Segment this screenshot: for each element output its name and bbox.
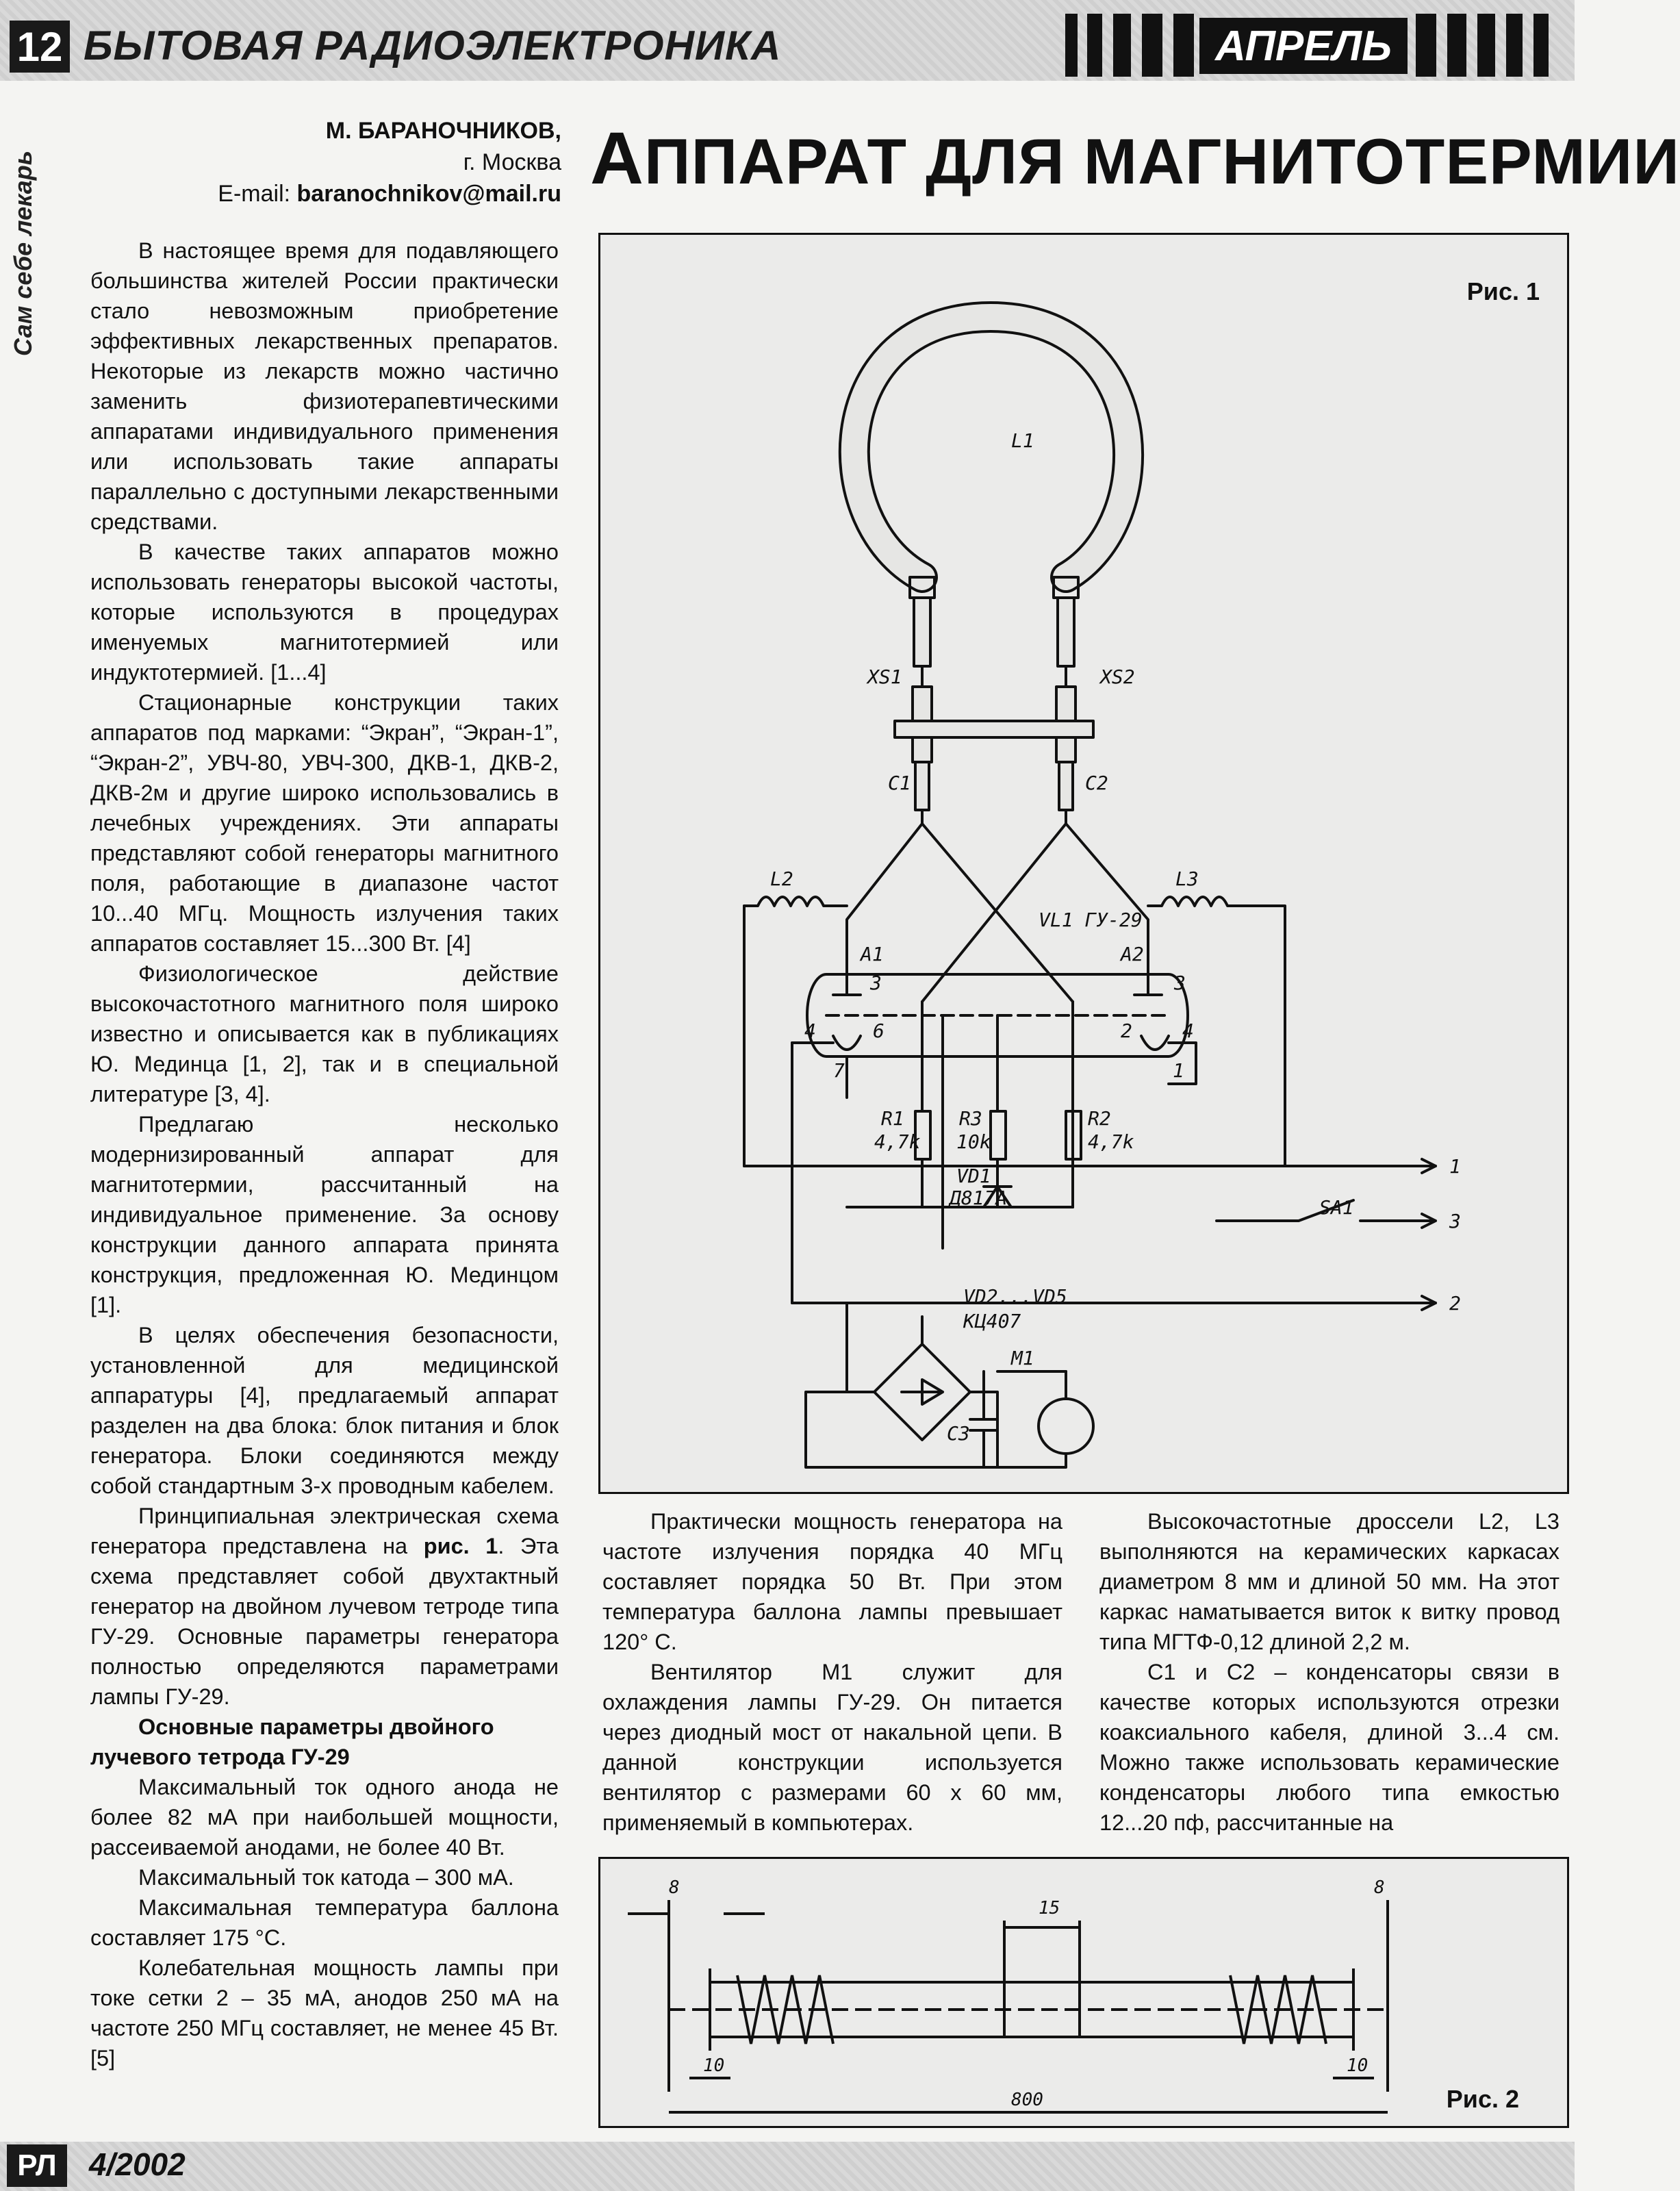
email-label: E-mail:: [218, 181, 291, 207]
author-email[interactable]: baranochnikov@mail.ru: [296, 181, 561, 207]
author-name: М. БАРАНОЧНИКОВ,: [325, 118, 561, 144]
label-R1: R1: [881, 1107, 904, 1130]
label-pin3b: 3: [1174, 972, 1186, 994]
paragraph: Максимальный ток катода – 300 мА.: [138, 1865, 514, 1890]
column-2: [602, 1506, 1062, 1838]
dim-10-left: 10: [703, 2055, 725, 2076]
label-out2: 2: [1449, 1292, 1461, 1315]
label-R2: R2: [1088, 1107, 1111, 1130]
label-VL1: VL1 ГУ-29: [1039, 909, 1143, 931]
dim-8-left: 8: [669, 1877, 680, 1898]
footer-brand: РЛ: [7, 2144, 67, 2187]
paragraph: Колебательная мощность лампы при токе сетки 2 – 35 мА, анодов 250 мА на частоте 250 МГц составляет, не менее 45 Вт. [5]: [90, 1955, 559, 2070]
label-VD2-VD5: VD2...VD5: [963, 1285, 1067, 1308]
paragraph: Стационарные конструкции таких аппаратов под марками: “Экран”, “Экран-1”, “Экран-2”, УВЧ-80, УВЧ-300, ДКВ-1, ДКВ-2, ДКВ-2м и другие широко использовались в лечебных учреждениях. Эти аппараты представляют собой генераторы магнитного поля, работающие в диапазоне частот 10...40 МГц. Мощность излучения таких аппаратов составляет 15...300 Вт. [4]: [90, 690, 559, 956]
label-out3: 3: [1449, 1210, 1461, 1232]
paragraph: Максимальная температура баллона составляет 175 °С.: [90, 1895, 559, 1950]
label-C2: C2: [1085, 772, 1108, 794]
label-pin1: 1: [1173, 1059, 1184, 1082]
label-pin7: 7: [833, 1059, 845, 1082]
schematic-drawing: [600, 235, 1567, 1492]
paragraph: Вентилятор М1 служит для охлаждения лампы ГУ-29. Он питается через диодный мост от накальной цепи. В данной конструкции используется вентилятор с размерами 60 х 60 мм, применяемый в компьютерах.: [602, 1660, 1062, 1835]
label-XS2: XS2: [1100, 666, 1135, 688]
paragraph: Практически мощность генератора на частоте излучения порядка 40 МГц составляет порядка 50 Вт. При этом температура баллона лампы превышает 120° С.: [602, 1509, 1062, 1654]
inductor-drawing: [600, 1859, 1567, 2126]
label-VD1: VD1: [956, 1165, 991, 1187]
label-R3: R3: [959, 1107, 982, 1130]
label-C3: C3: [947, 1422, 970, 1445]
subheading: Основные параметры двойного лучевого тетрода ГУ-29: [90, 1714, 494, 1769]
label-A1: A1: [861, 943, 884, 965]
page-number: 12: [10, 21, 70, 73]
dim-800: 800: [1011, 2090, 1043, 2110]
figure-1-schematic: [598, 233, 1569, 1494]
paragraph: В настоящее время для подавляющего большинства жителей России практически стало невозможным приобретение эффективных лекарственных препаратов. Некоторые из лекарств можно частично заменить физиотерапевтическими аппаратами индивидуального применения или использовать такие аппараты параллельно с доступными лекарственными средствами.: [90, 238, 559, 534]
paragraph: С1 и С2 – конденсаторы связи в качестве которых используются отрезки коаксиального кабеля, длиной 3...4 см. Можно также использовать керамические конденсаторы любого типа емкостью 12...20 пф, рассчитанные на: [1099, 1660, 1560, 1835]
label-pin4b: 4: [1182, 1019, 1194, 1042]
label-SA1: SA1: [1319, 1196, 1354, 1219]
label-L1: L1: [1011, 429, 1034, 452]
label-pin4a: 4: [804, 1019, 816, 1042]
label-L3: L3: [1175, 867, 1199, 890]
label-pin2: 2: [1121, 1019, 1132, 1042]
label-XS1: XS1: [867, 666, 902, 688]
label-R3-value: 10k: [956, 1130, 991, 1153]
section-rubric: БЫТОВАЯ РАДИОЭЛЕКТРОНИКА: [84, 23, 782, 68]
paragraph: Предлагаю несколько модернизированный аппарат для магнитотермии, рассчитанный на индивидуальное применение. За основу конструкции данного аппарата принята конструкция, предложенная Ю. Мединцом [1].: [90, 1112, 559, 1317]
label-VD2-type: КЦ407: [963, 1310, 1021, 1332]
footer-band: [0, 2142, 1575, 2191]
figure-1-caption: Рис. 1: [1466, 277, 1540, 305]
paragraph-schematic: Принципиальная электрическая схема генератора представлена на рис. 1. Эта схема представляет собой двухтактный генератор на двойном лучевом тетроде типа ГУ-29. Основные параметры генератора полностью определяются параметрами лампы ГУ-29.: [90, 1504, 559, 1709]
dim-8-right: 8: [1374, 1877, 1385, 1898]
side-rubric: Сам себе лекарь: [9, 150, 37, 357]
figure-reference: рис. 1: [423, 1534, 498, 1558]
author-block: [205, 115, 561, 210]
label-pin6: 6: [873, 1019, 884, 1042]
label-VD1-type: Д817А: [950, 1187, 1008, 1209]
label-out1: 1: [1449, 1155, 1461, 1178]
label-pin3a: 3: [870, 972, 882, 994]
label-M1: M1: [1011, 1347, 1034, 1369]
label-R1-value: 4,7k: [874, 1130, 921, 1153]
author-city: г. Москва: [463, 149, 561, 175]
paragraph: В целях обеспечения безопасности, установленной для медицинской аппаратуры [4], предлагаемый аппарат разделен на два блока: блок питания и блок генератора. Блоки соединяются между собой стандартным 3-х проводным кабелем.: [90, 1323, 559, 1498]
figure-2-drawing: [598, 1857, 1569, 2128]
decorative-bars-left: [1060, 14, 1197, 77]
label-A2: A2: [1121, 943, 1144, 965]
column-3: [1099, 1506, 1560, 1838]
paragraph: Максимальный ток одного анода не более 82 мА при наибольшей мощности, рассеиваемой анодами, не более 40 Вт.: [90, 1775, 559, 1860]
label-R2-value: 4,7k: [1088, 1130, 1134, 1153]
paragraph: Физиологическое действие высокочастотного магнитного поля широко известно и описывается как в публикациях Ю. Мединца [1, 2], так и в специальной литературе [3, 4].: [90, 961, 559, 1106]
column-1: [90, 236, 559, 2073]
label-C1: C1: [888, 772, 911, 794]
article-title: АППАРАТ ДЛЯ МАГНИТОТЕРМИИ: [590, 116, 1680, 199]
figure-2-caption: Рис. 2: [1446, 2085, 1519, 2113]
dim-15: 15: [1039, 1898, 1060, 1918]
paragraph: Высокочастотные дроссели L2, L3 выполняются на керамических каркасах диаметром 8 мм и длиной 50 мм. На этот каркас наматывается виток к витку провод типа МГТФ-0,12 длиной 2,2 м.: [1099, 1509, 1560, 1654]
label-L2: L2: [770, 867, 793, 890]
footer-issue: 4/2002: [89, 2146, 186, 2182]
paragraph: В качестве таких аппаратов можно использовать генераторы высокой частоты, которые используются в процедурах именуемых магнитотермией или индуктотермией. [1...4]: [90, 540, 559, 685]
author-email-line: [205, 178, 561, 210]
dim-10-right: 10: [1347, 2055, 1369, 2076]
issue-month: АПРЕЛЬ: [1199, 18, 1408, 74]
decorative-bars-right: [1410, 14, 1568, 77]
